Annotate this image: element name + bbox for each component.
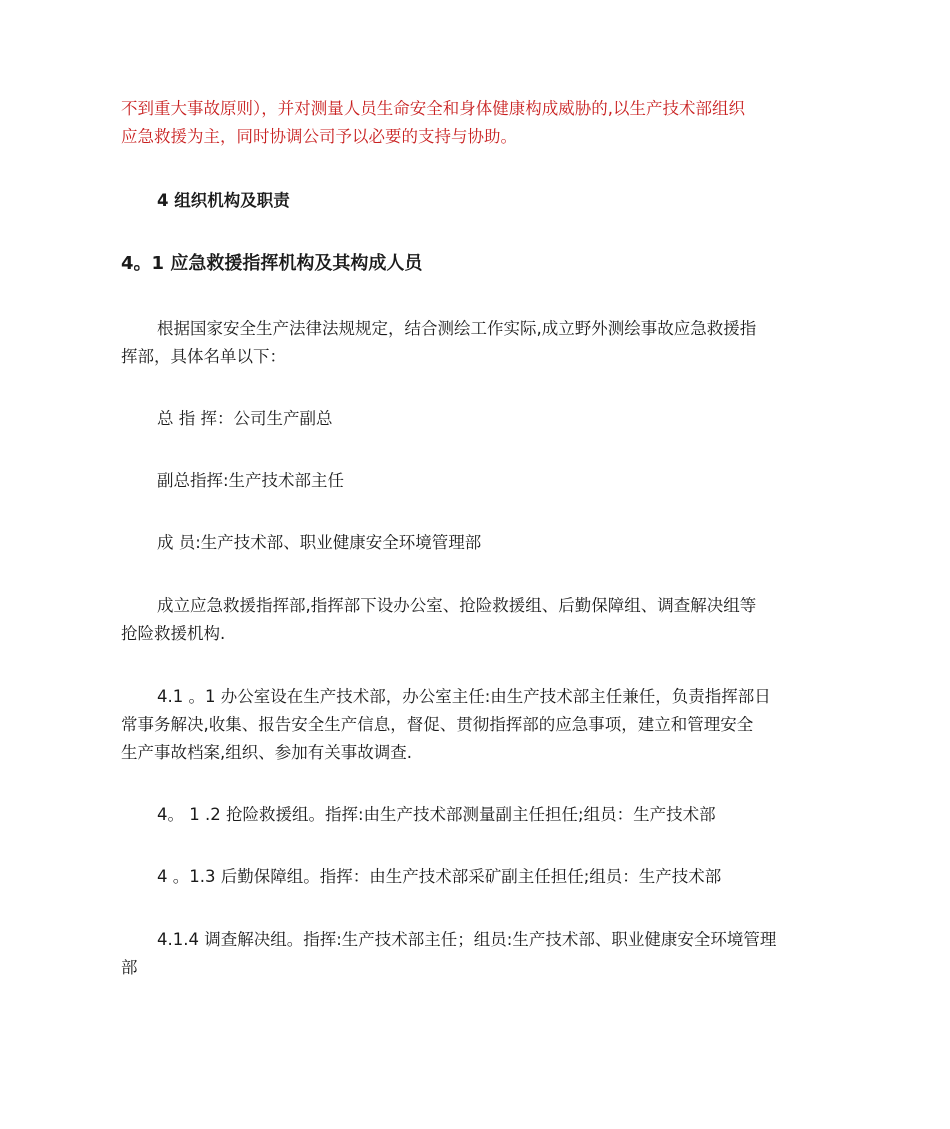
para-2-line-1: 成立应急救援指挥部,指挥部下设办公室、抢险救援组、后勤保障组、调查解决组等	[157, 596, 757, 615]
deputy-commander: 副总指挥:生产技术部主任	[157, 471, 345, 490]
para-4-1-1-line-2: 常事务解决,收集、报告安全生产信息，督促、贯彻指挥部的应急事项，建立和管理安全	[121, 715, 754, 734]
section-4-1-heading: 4。1 应急救援指挥机构及其构成人员	[121, 253, 423, 274]
intro-red-line-2: 应急救援为主，同时协调公司予以必要的支持与协助。	[121, 127, 517, 146]
para-4-1-2: 4。 1 .2 抢险救援组。指挥:由生产技术部测量副主任担任;组员：生产技术部	[157, 805, 716, 824]
para-4-1-1-line-3: 生产事故档案,组织、参加有关事故调查.	[121, 743, 412, 762]
chief-commander: 总 指 挥：公司生产副总	[157, 409, 333, 428]
para-4-1-4-line-2: 部	[121, 958, 138, 977]
intro-red-line-1: 不到重大事故原则），并对测量人员生命安全和身体健康构成威胁的,以生产技术部组织	[121, 99, 745, 118]
members: 成 员:生产技术部、职业健康安全环境管理部	[157, 533, 482, 552]
para-1-line-1: 根据国家安全生产法律法规规定，结合测绘工作实际,成立野外测绘事故应急救援指	[157, 319, 757, 338]
section-4-heading: 4 组织机构及职责	[157, 191, 290, 210]
para-2-line-2: 抢险救援机构.	[121, 624, 226, 643]
para-4-1-4-line-1: 4.1.4 调查解决组。指挥:生产技术部主任；组员:生产技术部、职业健康安全环境管理	[157, 930, 777, 949]
para-4-1-3: 4 。1.3 后勤保障组。指挥：由生产技术部采矿副主任担任;组员：生产技术部	[157, 867, 722, 886]
para-1-line-2: 挥部，具体名单以下：	[121, 347, 286, 366]
para-4-1-1-line-1: 4.1 。1 办公室设在生产技术部，办公室主任:由生产技术部主任兼任，负责指挥部日	[157, 687, 771, 706]
